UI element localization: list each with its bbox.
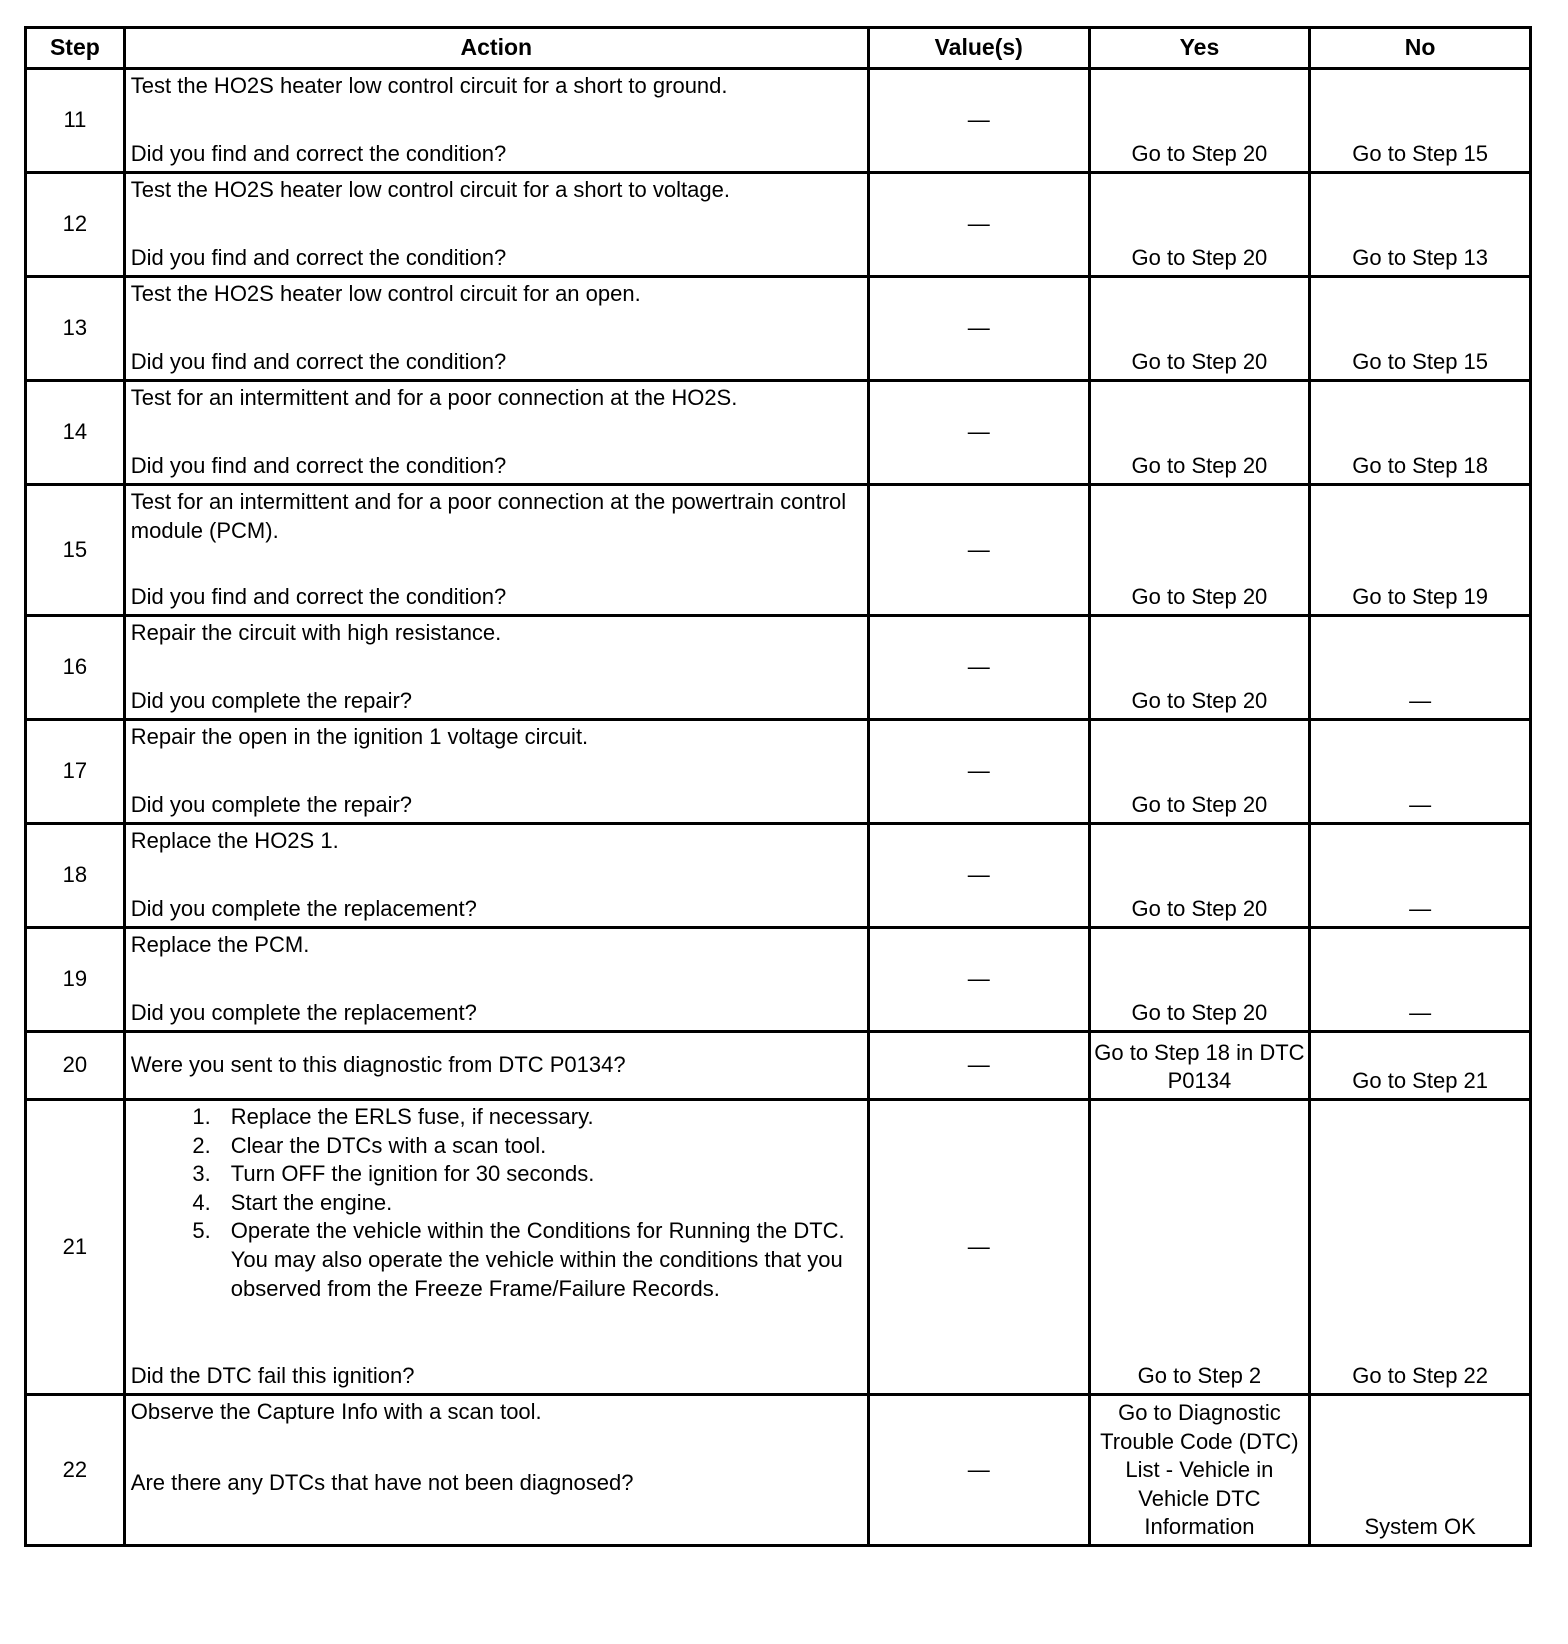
yes-cell: Go to Step 20 [1089, 173, 1310, 277]
no-cell: — [1310, 720, 1531, 824]
action-cell [124, 381, 868, 485]
table-row [26, 381, 1531, 485]
action-text: Test the HO2S heater low control circuit for an open. [130, 281, 641, 306]
yes-cell: Go to Diagnostic Trouble Code (DTC) List - Vehicle in Vehicle DTC Information [1089, 1395, 1310, 1546]
value-cell: — [868, 1395, 1089, 1546]
no-cell: System OK [1310, 1395, 1531, 1546]
action-cell [124, 928, 868, 1032]
value-cell: — [868, 1032, 1089, 1100]
action-text: Repair the circuit with high resistance. [130, 620, 502, 645]
no-cell: Go to Step 21 [1310, 1032, 1531, 1100]
action-text: Test the HO2S heater low control circuit for a short to ground. [130, 73, 728, 98]
step-number: 12 [26, 173, 125, 277]
yes-cell: Go to Step 20 [1089, 381, 1310, 485]
header-row [26, 28, 1531, 69]
table-row [26, 824, 1531, 928]
step-number: 19 [26, 928, 125, 1032]
no-cell: — [1310, 616, 1531, 720]
action-cell [124, 277, 868, 381]
table-row [26, 928, 1531, 1032]
table-row [26, 69, 1531, 173]
table-row [26, 1100, 1531, 1395]
yes-cell: Go to Step 18 in DTC P0134 [1089, 1032, 1310, 1100]
value-cell: — [868, 616, 1089, 720]
list-item: 1. Replace the ERLS fuse, if necessary. [192, 1104, 594, 1129]
action-text: Test the HO2S heater low control circuit for a short to voltage. [130, 177, 730, 202]
step-number: 21 [26, 1100, 125, 1395]
action-question: Did you complete the repair? [130, 688, 413, 714]
no-cell: — [1310, 824, 1531, 928]
value-cell: — [868, 720, 1089, 824]
action-question: Did you complete the replacement? [130, 896, 477, 922]
diagnostic-table [24, 26, 1532, 1547]
table-row [26, 616, 1531, 720]
action-question: Did you find and correct the condition? [130, 245, 507, 271]
action-cell [124, 616, 868, 720]
yes-cell: Go to Step 2 [1089, 1100, 1310, 1395]
table-row [26, 173, 1531, 277]
yes-cell: Go to Step 20 [1089, 277, 1310, 381]
yes-cell: Go to Step 20 [1089, 720, 1310, 824]
action-text: Observe the Capture Info with a scan tool. [130, 1399, 542, 1424]
value-cell: — [868, 928, 1089, 1032]
action-question: Did the DTC fail this ignition? [130, 1363, 415, 1389]
action-question: Did you complete the repair? [130, 792, 413, 818]
action-text: Repair the open in the ignition 1 voltage circuit. [130, 724, 589, 749]
list-item: 3. Turn OFF the ignition for 30 seconds. [192, 1161, 595, 1187]
action-cell [124, 1032, 868, 1100]
action-question: Did you find and correct the condition? [130, 453, 507, 479]
header-values: Value(s) [868, 28, 1089, 69]
step-number: 18 [26, 824, 125, 928]
step-number: 20 [26, 1032, 125, 1100]
step-number: 14 [26, 381, 125, 485]
header-action: Action [124, 28, 868, 69]
no-cell: Go to Step 19 [1310, 485, 1531, 616]
step-number: 17 [26, 720, 125, 824]
action-text: Test for an intermittent and for a poor connection at the powertrain control module (PCM). [130, 489, 847, 543]
yes-cell: Go to Step 20 [1089, 928, 1310, 1032]
table-row [26, 485, 1531, 616]
action-cell [124, 485, 868, 616]
action-question: Did you find and correct the condition? [130, 584, 507, 610]
action-text: Replace the PCM. [130, 932, 310, 957]
action-text: Replace the HO2S 1. [130, 828, 339, 853]
action-text: Were you sent to this diagnostic from DTC P0134? [130, 1052, 626, 1078]
action-cell [124, 1100, 868, 1395]
header-yes: Yes [1089, 28, 1310, 69]
action-question: Did you complete the replacement? [130, 1000, 477, 1026]
step-number: 13 [26, 277, 125, 381]
table-row [26, 720, 1531, 824]
table-row [26, 1032, 1531, 1100]
list-item: 4. Start the engine. [192, 1189, 393, 1215]
yes-cell: Go to Step 20 [1089, 616, 1310, 720]
procedure-list [131, 1103, 862, 1303]
action-cell [124, 824, 868, 928]
action-cell [124, 69, 868, 173]
value-cell: — [868, 1100, 1089, 1395]
value-cell: — [868, 381, 1089, 485]
action-cell [124, 173, 868, 277]
action-question: Did you find and correct the condition? [130, 349, 507, 375]
action-question: Are there any DTCs that have not been diagnosed? [130, 1470, 634, 1496]
action-text: Test for an intermittent and for a poor connection at the HO2S. [130, 385, 738, 410]
value-cell: — [868, 485, 1089, 616]
action-cell [124, 720, 868, 824]
step-number: 16 [26, 616, 125, 720]
list-item: 2. Clear the DTCs with a scan tool. [192, 1132, 547, 1158]
value-cell: — [868, 824, 1089, 928]
value-cell: — [868, 69, 1089, 173]
step-number: 15 [26, 485, 125, 616]
list-item: 5. Operate the vehicle within the Conditions for Running the DTC. You may also operate the vehicle within the conditions that you observed from the Freeze Frame/Failure Records. [192, 1218, 845, 1301]
no-cell: Go to Step 15 [1310, 277, 1531, 381]
yes-cell: Go to Step 20 [1089, 69, 1310, 173]
step-number: 11 [26, 69, 125, 173]
value-cell: — [868, 277, 1089, 381]
table-row [26, 1395, 1531, 1546]
no-cell: Go to Step 22 [1310, 1100, 1531, 1395]
no-cell: Go to Step 18 [1310, 381, 1531, 485]
no-cell: Go to Step 15 [1310, 69, 1531, 173]
action-question: Did you find and correct the condition? [130, 141, 507, 167]
action-cell [124, 1395, 868, 1546]
step-number: 22 [26, 1395, 125, 1546]
table-row [26, 277, 1531, 381]
yes-cell: Go to Step 20 [1089, 824, 1310, 928]
no-cell: — [1310, 928, 1531, 1032]
header-no: No [1310, 28, 1531, 69]
header-step: Step [26, 28, 125, 69]
no-cell: Go to Step 13 [1310, 173, 1531, 277]
yes-cell: Go to Step 20 [1089, 485, 1310, 616]
value-cell: — [868, 173, 1089, 277]
